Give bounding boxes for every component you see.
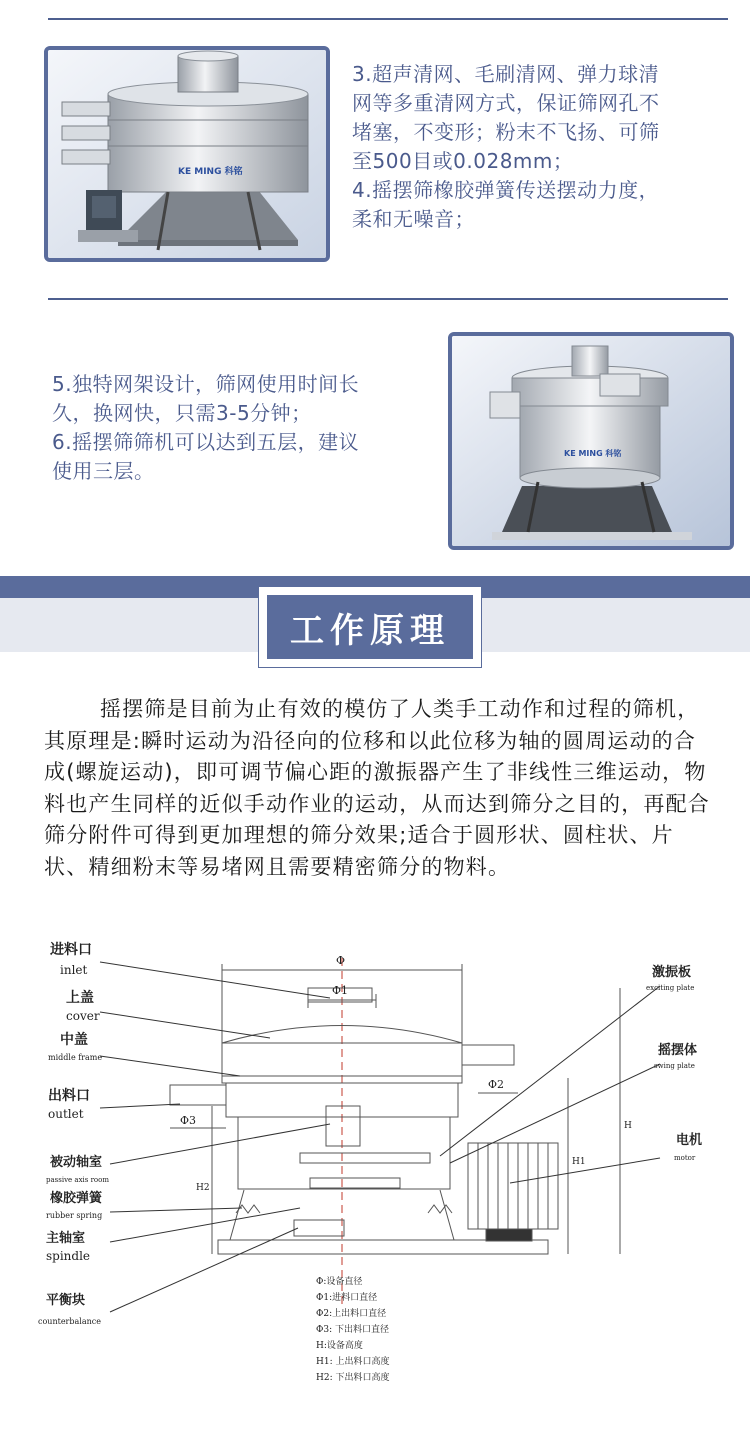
label-spindle-cn: 主轴室 [46,1231,86,1246]
product-photo-top [44,46,330,262]
label-inlet-cn: 进料口 [50,942,92,958]
dim-phi2: Φ2 [488,1078,505,1091]
brand-logo: KE MING 科铭 [564,449,622,458]
dimension-legend [316,1275,389,1383]
label-motor-cn: 电机 [676,1133,703,1148]
label-swing-en: swing plate [654,1062,695,1070]
label-counter-en: counterbalance [38,1317,101,1326]
label-middle-cn: 中盖 [60,1032,88,1048]
top-divider [48,18,728,20]
features-text-1 [352,60,732,234]
label-outlet-en: outlet [48,1107,84,1121]
feature-line: 网等多重清网方式，保证筛网孔不 [352,91,660,115]
label-middle-en: middle frame [48,1053,103,1062]
feature-line: 5.独特网架设计，筛网使用时间长 [52,372,360,396]
legend-item: Φ2:上出料口直径 [316,1309,387,1319]
label-cover-en: cover [66,1009,100,1023]
feature-line: 4.摇摆筛橡胶弹簧传送摆动力度， [352,178,660,202]
label-rubber-cn: 橡胶弹簧 [50,1191,103,1206]
feature-line: 柔和无噪音； [352,207,475,231]
label-inlet-en: inlet [60,963,88,977]
principle-paragraph: 摇摆筛是目前为止有效的模仿了人类手工动作和过程的筛机，其原理是:瞬时运动为沿径向的位移和以此位移为轴的圆周运动的合成(螺旋运动)，即可调节偏心距的激振器产生了非线性三维运动，物料也产生同样的近似手动作业的运动，从而达到筛分之目的，再配合筛分附件可得到更加理想的筛分效果;适合于圆形状、圆柱状、片状、精细粉末等易堵网且需要精密筛分的物料。 [44,697,710,879]
label-spindle-en: spindle [46,1249,91,1263]
dim-h1: H1 [572,1157,586,1167]
label-passive-cn: 被动轴室 [50,1155,103,1170]
dim-phi1: Φ1 [332,984,349,997]
legend-item: Φ:设备直径 [316,1277,363,1287]
label-counter-cn: 平衡块 [46,1293,86,1308]
feature-line: 久，换网快，只需3-5分钟； [52,401,312,425]
middle-divider [48,298,728,300]
legend-item: Φ3: 下出料口直径 [316,1325,389,1335]
label-rubber-en: rubber spring [46,1211,103,1220]
dim-h2: H2 [196,1183,210,1193]
dim-h: H [624,1121,632,1131]
legend-item: Φ1:进料口直径 [316,1293,378,1303]
feature-line: 使用三层。 [52,459,155,483]
legend-item: H1: 上出料口高度 [316,1357,390,1367]
label-motor-en: motor [674,1154,696,1162]
legend-item: H2: 下出料口高度 [316,1373,390,1383]
product-photo-bottom [448,332,734,550]
dim-phi: Φ [336,954,346,967]
feature-line: 至500目或0.028mm； [352,149,574,173]
sieve-machine-image-2 [452,336,730,546]
label-passive-en: passive axis room [46,1176,109,1184]
sieve-machine-image [48,50,326,258]
label-outlet-cn: 出料口 [48,1088,90,1104]
label-swing-cn: 摇摆体 [658,1043,698,1058]
section-heading-box [258,586,482,668]
feature-line: 6.摇摆筛筛机可以达到五层，建议 [52,430,360,454]
label-cover-cn: 上盖 [66,990,94,1006]
legend-item: H:设备高度 [316,1341,363,1351]
section-title: 工作原理 [267,595,473,659]
brand-logo: KE MING 科铭 [178,167,243,177]
structure-diagram [30,928,730,1398]
feature-line: 3.超声清网、毛刷清网、弹力球清 [352,62,660,86]
dim-phi3: Φ3 [180,1114,197,1127]
label-exciting-en: exciting plate [646,984,695,992]
feature-line: 堵塞，不变形；粉末不飞扬、可筛 [352,120,660,144]
features-text-2 [52,370,432,486]
label-exciting-cn: 激振板 [652,965,692,980]
